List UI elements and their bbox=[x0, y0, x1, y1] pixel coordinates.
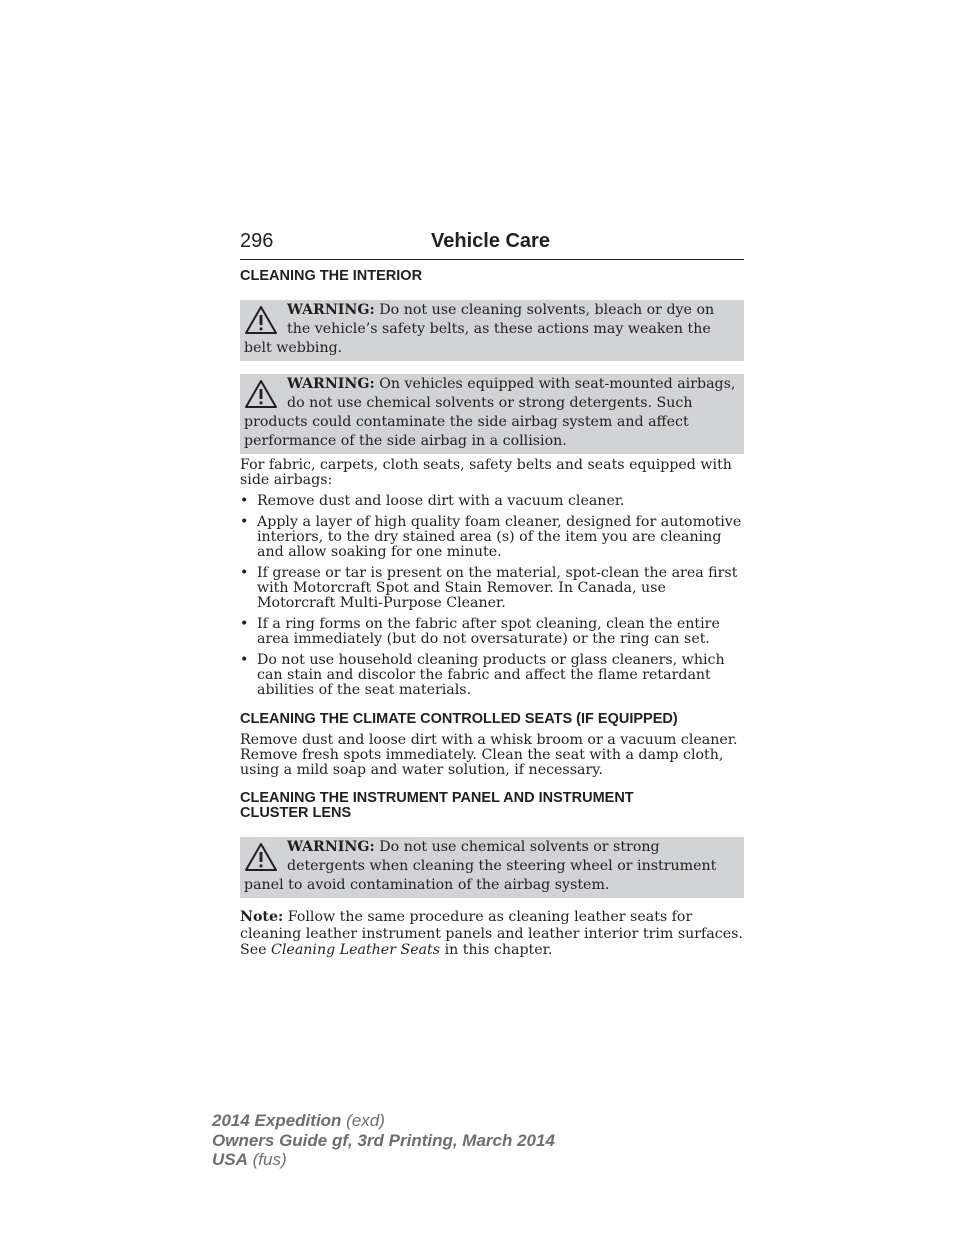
heading-line: CLEANING THE INSTRUMENT PANEL AND INSTRUMENT bbox=[240, 790, 634, 806]
heading-climate-seats: CLEANING THE CLIMATE CONTROLLED SEATS (IF EQUIPPED) bbox=[240, 711, 678, 727]
list-item bbox=[240, 515, 744, 560]
footer-printing: Owners Guide gf, 3rd Printing, March 2014 bbox=[212, 1130, 555, 1150]
footer-model-code: (exd) bbox=[346, 1111, 385, 1130]
note-text-end: in this chapter. bbox=[444, 942, 553, 958]
warning-label: WARNING: bbox=[287, 302, 375, 318]
note-paragraph bbox=[240, 909, 744, 959]
cleaning-steps-list bbox=[240, 494, 744, 698]
climate-seats-text: Remove dust and loose dirt with a whisk broom or a vacuum cleaner. Remove fresh spots immediately. Clean the seat with a damp cloth, using a mild soap and water solution, if necessary. bbox=[240, 732, 738, 778]
warning-triangle-icon bbox=[244, 379, 278, 409]
list-item-text: Do not use household cleaning products or glass cleaners, which can stain and discolor the fabric and affect the flame retardant abilities of the seat materials. bbox=[257, 652, 725, 698]
bullet-icon: • bbox=[240, 652, 249, 668]
bullet-icon: • bbox=[240, 565, 249, 581]
cross-reference-link[interactable]: Cleaning Leather Seats bbox=[271, 942, 441, 958]
list-item-text: If a ring forms on the fabric after spot cleaning, clean the entire area immediately (but do not oversaturate) or the ring can set. bbox=[257, 616, 720, 647]
list-item-text: Apply a layer of high quality foam cleaner, designed for automotive interiors, to the dry stained area (s) of the item you are cleaning and allow soaking for one minute. bbox=[257, 514, 742, 560]
heading-line: CLUSTER LENS bbox=[240, 805, 352, 821]
page-footer bbox=[212, 1111, 555, 1170]
warning-triangle-icon bbox=[244, 305, 278, 335]
warning-label: WARNING: bbox=[287, 376, 375, 392]
list-item bbox=[240, 566, 744, 611]
list-item bbox=[240, 617, 744, 647]
warning-text: On vehicles equipped with seat-mounted airbags, do not use chemical solvents or strong detergents. Such products could contaminate the side airbag system and affect performance of the side airbag in a collision. bbox=[244, 376, 736, 449]
bullet-icon: • bbox=[240, 616, 249, 632]
list-item bbox=[240, 494, 744, 509]
page-number: 296 bbox=[240, 230, 274, 252]
warning-text: Do not use chemical solvents or strong detergents when cleaning the steering wheel or instrument panel to avoid contamination of the airbag system. bbox=[244, 839, 717, 893]
list-item bbox=[240, 653, 744, 698]
bullet-icon: • bbox=[240, 493, 249, 509]
heading-cleaning-interior: CLEANING THE INTERIOR bbox=[240, 268, 423, 284]
manual-page bbox=[240, 226, 744, 959]
bullet-icon: • bbox=[240, 514, 249, 530]
footer-model: 2014 Expedition bbox=[212, 1111, 342, 1130]
warning-box-safety-belts bbox=[240, 300, 744, 361]
warning-triangle-icon bbox=[244, 842, 278, 872]
warning-box-airbag-contamination bbox=[240, 837, 744, 898]
footer-market-code: (fus) bbox=[252, 1150, 287, 1169]
footer-line bbox=[212, 1111, 555, 1131]
page-header bbox=[240, 226, 744, 260]
fabric-intro-text: For fabric, carpets, cloth seats, safety belts and seats equipped with side airbags: bbox=[240, 457, 732, 488]
warning-label: WARNING: bbox=[287, 839, 375, 855]
warning-text: Do not use cleaning solvents, bleach or dye on the vehicle’s safety belts, as these actions may weaken the belt webbing. bbox=[244, 302, 715, 356]
heading-instrument-panel bbox=[240, 791, 744, 821]
note-label: Note: bbox=[240, 909, 284, 925]
warning-box-side-airbags bbox=[240, 374, 744, 454]
footer-market: USA bbox=[212, 1150, 248, 1169]
list-item-text: Remove dust and loose dirt with a vacuum cleaner. bbox=[257, 493, 625, 509]
footer-line bbox=[212, 1150, 555, 1170]
list-item-text: If grease or tar is present on the material, spot-clean the area first with Motorcraft Spot and Stain Remover. In Canada, use Motorcraft Multi-Purpose Cleaner. bbox=[257, 565, 738, 611]
note-text: Follow the same procedure as cleaning leather seats for cleaning leather instrument panels and leather interior trim surfaces. See bbox=[240, 909, 743, 958]
section-title: Vehicle Care bbox=[431, 230, 550, 252]
